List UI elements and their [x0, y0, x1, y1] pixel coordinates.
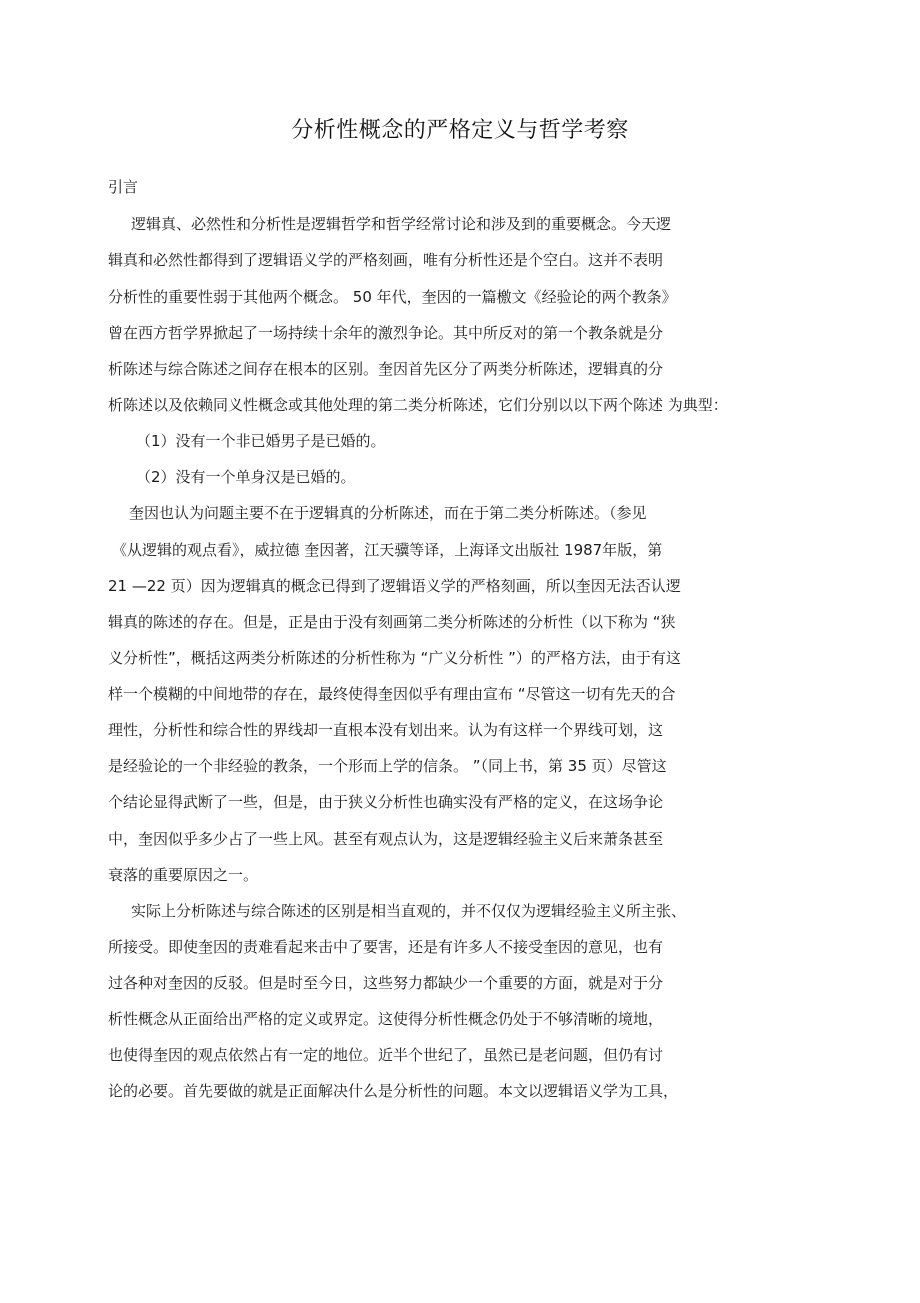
paragraph-line: 所接受。即使奎因的责难看起来击中了要害，还是有许多人不接受奎因的意见，也有	[108, 938, 664, 956]
paragraph-line: 实际上分析陈述与综合陈述的区别是相当直观的，并不仅仅为逻辑经验主义所主张、	[131, 902, 687, 920]
paragraph-line: 析陈述以及依赖同义性概念或其他处理的第二类分析陈述，它们分别以以下两个陈述 为典型：	[108, 396, 728, 414]
paragraph-line: 辑真的陈述的存在。但是，正是由于没有刻画第二类分析陈述的分析性（以下称为 “狭	[108, 613, 676, 631]
paragraph-line: 析陈述与综合陈述之间存在根本的区别。奎因首先区分了两类分析陈述，逻辑真的分	[108, 360, 664, 378]
paragraph-line: 分析性的重要性弱于其他两个概念。 50 年代，奎因的一篇檄文《经验论的两个教条》	[108, 288, 677, 306]
paragraph-line: 逻辑真、必然性和分析性是逻辑哲学和哲学经常讨论和涉及到的重要概念。今天逻	[131, 215, 672, 233]
section-heading-introduction: 引言	[108, 178, 139, 196]
paragraph-line: 个结论显得武断了一些，但是，由于狭义分析性也确实没有严格的定义，在这场争论	[108, 793, 664, 811]
paragraph-line: 衰落的重要原因之一。	[108, 866, 259, 884]
paragraph-line: 样一个模糊的中间地带的存在，最终使得奎因似乎有理由宣布 “尽管这一切有先天的合	[108, 685, 676, 703]
paragraph-line: 曾在西方哲学界掀起了一场持续十余年的激烈争论。其中所反对的第一个教条就是分	[108, 324, 664, 342]
document-title: 分析性概念的严格定义与哲学考察	[291, 118, 629, 143]
paragraph-line: 21 —22 页）因为逻辑真的概念已得到了逻辑语义学的严格刻画，所以奎因无法否认逻	[108, 577, 681, 595]
paragraph-line: 理性，分析性和综合性的界线却一直根本没有划出来。认为有这样一个界线可划，这	[108, 721, 664, 739]
paragraph-line: 是经验论的一个非经验的教条，一个形而上学的信条。 ”（同上书，第 35 页）尽管这	[108, 757, 667, 775]
paragraph-line: 论的必要。首先要做的就是正面解决什么是分析性的问题。本文以逻辑语义学为工具，	[108, 1082, 679, 1100]
example-item-1: （1）没有一个非已婚男子是已婚的。	[136, 432, 386, 450]
paragraph-line: 中，奎因似乎多少占了一些上风。甚至有观点认为，这是逻辑经验主义后来萧条甚至	[108, 830, 664, 848]
paragraph-line: 奎因也认为问题主要不在于逻辑真的分析陈述，而在于第二类分析陈述。（参见	[129, 504, 647, 522]
paragraph-line: 《从逻辑的观点看》，威拉德 奎因著，江天骥等译，上海译文出版社 1987年版，第	[112, 541, 663, 559]
paragraph-line: 义分析性”，概括这两类分析陈述的分析性称为 “广义分析性 ”）的严格方法，由于有这	[108, 649, 681, 667]
paragraph-line: 析性概念从正面给出严格的定义或界定。这使得分析性概念仍处于不够清晰的境地，	[108, 1010, 664, 1028]
paragraph-line: 也使得奎因的观点依然占有一定的地位。近半个世纪了，虽然已是老问题，但仍有讨	[108, 1046, 664, 1064]
paragraph-line: 辑真和必然性都得到了逻辑语义学的严格刻画，唯有分析性还是个空白。这并不表明	[108, 251, 664, 269]
example-item-2: （2）没有一个单身汉是已婚的。	[136, 468, 356, 486]
paragraph-line: 过各种对奎因的反驳。但是时至今日，这些努力都缺少一个重要的方面，就是对于分	[108, 974, 664, 992]
